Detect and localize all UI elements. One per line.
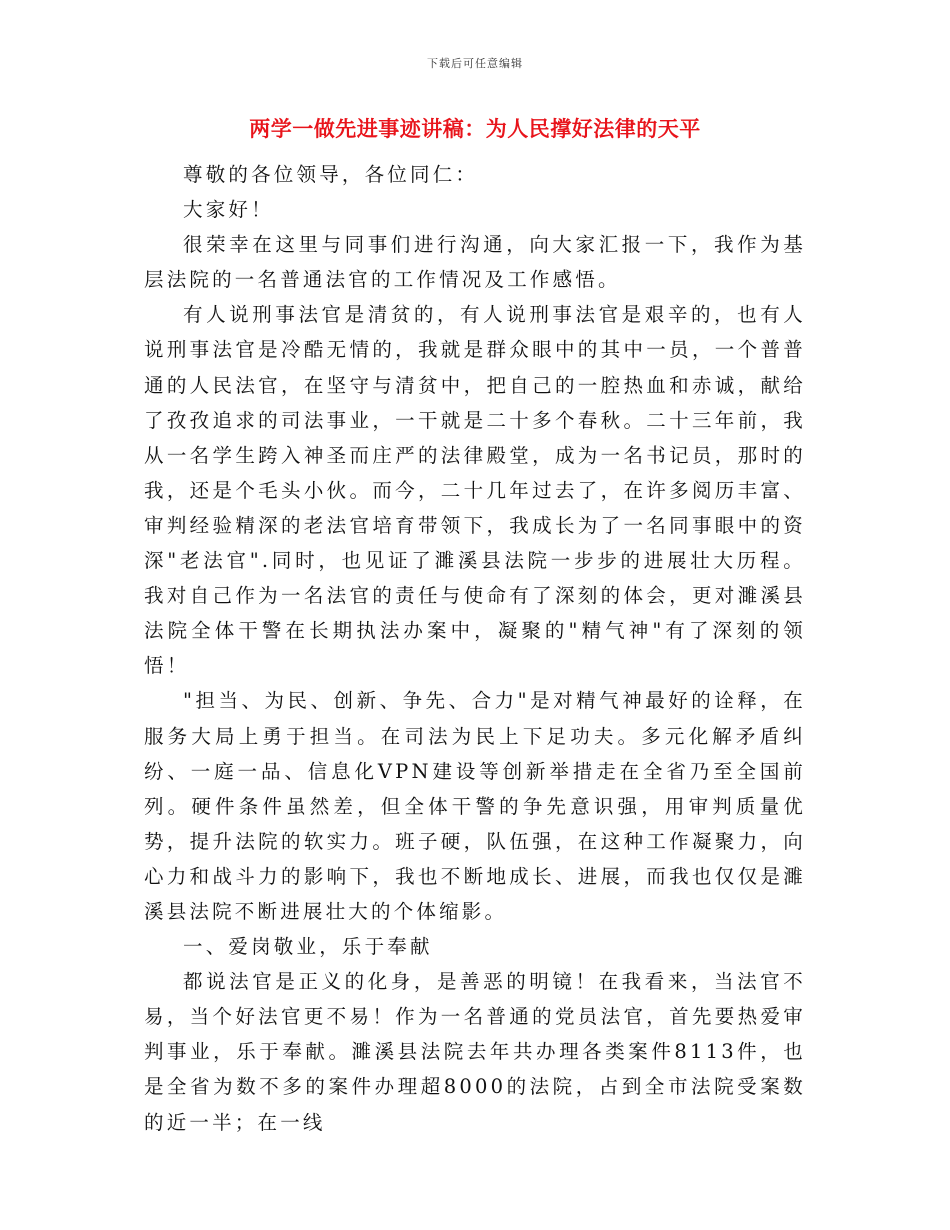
paragraph-greeting: 大家好！: [183, 198, 274, 222]
paragraph-dedication: 都说法官是正义的化身，是善恶的明镜！在我看来，当法官不易，当个好法官更不易！作为一名普通的党员法官，首先要热爱审判事业，乐于奉献。濉溪县法院去年共办理各类案件8113件，也是全省为数不多的案件办理超8000的法院，占到全市法院受案数的近一半；在一线: [144, 970, 806, 1134]
document-body: [144, 157, 806, 1140]
paragraph-salutation: 尊敬的各位领导，各位同仁：: [183, 163, 479, 186]
document-title: 两学一做先进事迹讲稿：为人民撑好法律的天平: [249, 117, 701, 141]
paragraph-career: 有人说刑事法官是清贫的，有人说刑事法官是艰辛的，也有人说刑事法官是冷酷无情的，我就是群众眼中的其中一员，一个普普通的人民法官，在坚守与清贫中，把自己的一腔热血和赤诚，献给了孜孜追求的司法事业，一干就是二十多个春秋。二十三年前，我从一名学生跨入神圣而庄严的法律殿堂，成为一名书记员，那时的我，还是个毛头小伙。而今，二十几年过去了，在许多阅历丰富、审判经验精深的老法官培育带领下，我成长为了一名同事眼中的资深"老法官".同时，也见证了濉溪县法院一步步的进展壮大历程。我对自己作为一名法官的责任与使命有了深刻的体会，更对濉溪县法院全体干警在长期执法办案中，凝聚的"精气神"有了深刻的领悟！: [144, 303, 806, 678]
paragraph-spirit: "担当、为民、创新、争先、合力"是对精气神最好的诠释，在服务大局上勇于担当。在司法为民上下足功夫。多元化解矛盾纠纷、一庭一品、信息化VPN建设等创新举措走在全省乃至全国前列。硬件条件虽然差，但全体干警的争先意识强，用审判质量优势，提升法院的软实力。班子硬，队伍强，在这种工作凝聚力，向心力和战斗力的影响下，我也不断地成长、进展，而我也仅仅是濉溪县法院不断进展壮大的个体缩影。: [144, 689, 806, 923]
paragraph-intro: 很荣幸在这里与同事们进行沟通，向大家汇报一下，我作为基层法院的一名普通法官的工作情况及工作感悟。: [144, 233, 806, 292]
section-heading-1: 一、爱岗敬业，乐于奉献: [183, 935, 433, 959]
page-header: 下载后可任意编辑: [427, 57, 523, 70]
